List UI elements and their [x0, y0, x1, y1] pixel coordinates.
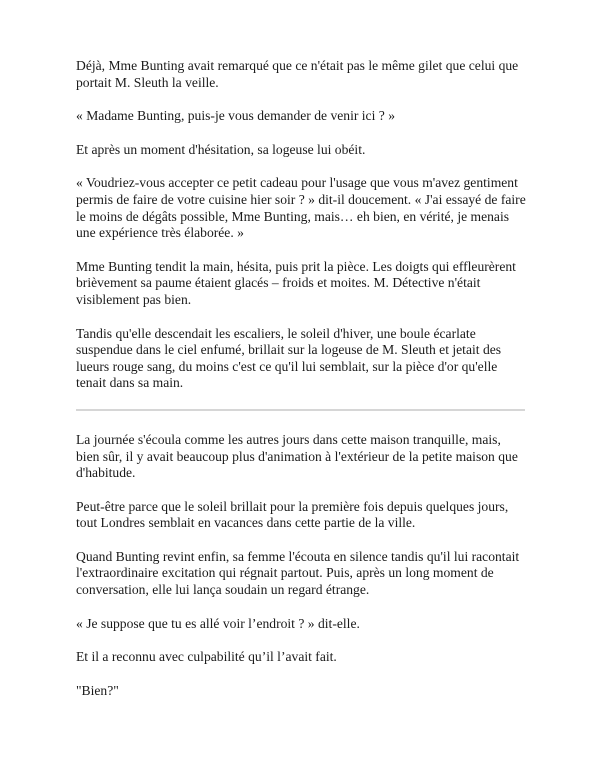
section-divider: [76, 409, 525, 411]
paragraph: La journée s'écoula comme les autres jours dans cette maison tranquille, mais, bien sûr, il y avait beaucoup plus d'animation à l'extérieur de la petite maison que d'habitude.: [76, 431, 518, 481]
paragraph: Tandis qu'elle descendait les escaliers, le soleil d'hiver, une boule écarlate suspendue dans le ciel enfumé, brillait sur la logeuse de M. Sleuth et jetait des lueurs rouge sang, du moins c'est ce qu'il lui semblait, sur la pièce d'or qu'elle tenait dans sa main.: [76, 325, 502, 391]
paragraph: Peut-être parce que le soleil brillait pour la première fois depuis quelques jours, tout Londres semblait en vacances dans cette partie de la ville.: [76, 498, 509, 531]
paragraph: "Bien?": [76, 682, 119, 698]
paragraph: Mme Bunting tendit la main, hésita, puis prit la pièce. Les doigts qui effleurèrent brièvement sa paume étaient glacés – froids et moites. M. Détective n'était visiblement pas bien.: [76, 258, 516, 307]
paragraph: Quand Bunting revint enfin, sa femme l'écouta en silence tandis qu'il lui racontait l'extraordinaire excitation qui régnait partout. Puis, après un long moment de conversation, elle lui lança soudain un regard étrange.: [76, 548, 520, 598]
paragraph: Et il a reconnu avec culpabilité qu’il l’avait fait.: [76, 649, 337, 665]
paragraph: « Je suppose que tu es allé voir l’endroit ? » dit-elle.: [76, 615, 360, 631]
paragraph: « Madame Bunting, puis-je vous demander de venir ici ? »: [76, 108, 395, 124]
paragraph: Et après un moment d'hésitation, sa logeuse lui obéit.: [76, 141, 366, 157]
document-page: [76, 58, 526, 716]
paragraph: « Voudriez-vous accepter ce petit cadeau pour l'usage que vous m'avez gentiment permis de faire de votre cuisine hier soir ? » dit-il doucement. « J'ai essayé de faire le moins de dégâts possible, Mme Bunting, mais… eh bien, en vérité, je menais une expérience très élaborée. »: [76, 175, 526, 241]
paragraph: Déjà, Mme Bunting avait remarqué que ce n'était pas le même gilet que celui que portait M. Sleuth la veille.: [76, 58, 519, 90]
